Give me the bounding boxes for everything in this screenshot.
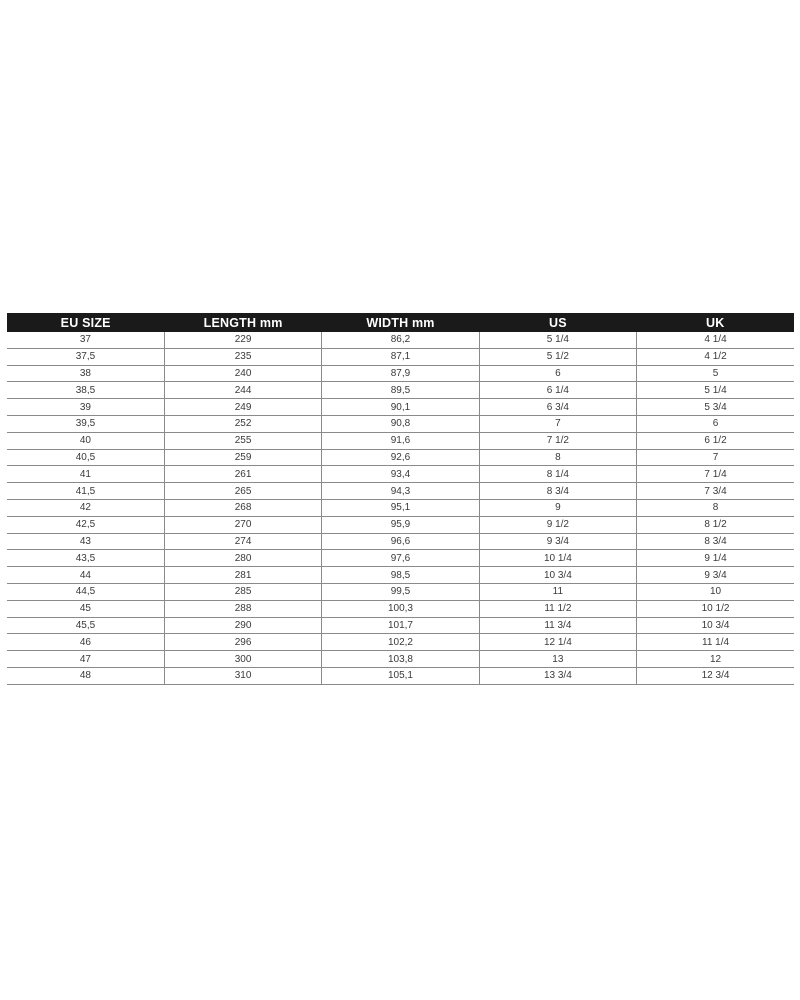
uk-cell: 10 3/4	[637, 617, 794, 634]
width-cell: 87,1	[322, 348, 479, 365]
uk-cell: 5 3/4	[637, 399, 794, 416]
width-cell: 99,5	[322, 583, 479, 600]
length-cell: 280	[164, 550, 321, 567]
us-cell: 6 3/4	[479, 399, 636, 416]
eu-size-cell: 44	[7, 567, 164, 584]
uk-cell: 12	[637, 651, 794, 668]
us-cell: 9	[479, 499, 636, 516]
eu-size-cell: 43,5	[7, 550, 164, 567]
length-cell: 288	[164, 600, 321, 617]
us-cell: 8 1/4	[479, 466, 636, 483]
header-us: US	[479, 313, 636, 332]
uk-cell: 6 1/2	[637, 432, 794, 449]
eu-size-cell: 39,5	[7, 415, 164, 432]
length-cell: 229	[164, 332, 321, 348]
length-cell: 261	[164, 466, 321, 483]
eu-size-cell: 47	[7, 651, 164, 668]
length-cell: 265	[164, 483, 321, 500]
uk-cell: 9 1/4	[637, 550, 794, 567]
us-cell: 9 3/4	[479, 533, 636, 550]
length-cell: 281	[164, 567, 321, 584]
eu-size-cell: 37,5	[7, 348, 164, 365]
eu-size-cell: 46	[7, 634, 164, 651]
uk-cell: 8 3/4	[637, 533, 794, 550]
uk-cell: 5	[637, 365, 794, 382]
width-cell: 101,7	[322, 617, 479, 634]
width-cell: 90,1	[322, 399, 479, 416]
eu-size-cell: 40,5	[7, 449, 164, 466]
table-row	[7, 399, 794, 416]
table-row	[7, 617, 794, 634]
us-cell: 5 1/4	[479, 332, 636, 348]
table-row	[7, 651, 794, 668]
uk-cell: 4 1/2	[637, 348, 794, 365]
us-cell: 10 1/4	[479, 550, 636, 567]
length-cell: 296	[164, 634, 321, 651]
eu-size-cell: 39	[7, 399, 164, 416]
us-cell: 10 3/4	[479, 567, 636, 584]
width-cell: 89,5	[322, 382, 479, 399]
uk-cell: 5 1/4	[637, 382, 794, 399]
eu-size-cell: 41,5	[7, 483, 164, 500]
uk-cell: 11 1/4	[637, 634, 794, 651]
table-row	[7, 567, 794, 584]
uk-cell: 4 1/4	[637, 332, 794, 348]
table-row	[7, 499, 794, 516]
width-cell: 96,6	[322, 533, 479, 550]
uk-cell: 7	[637, 449, 794, 466]
us-cell: 6	[479, 365, 636, 382]
table-row	[7, 365, 794, 382]
uk-cell: 12 3/4	[637, 667, 794, 684]
us-cell: 7	[479, 415, 636, 432]
us-cell: 6 1/4	[479, 382, 636, 399]
width-cell: 103,8	[322, 651, 479, 668]
width-cell: 105,1	[322, 667, 479, 684]
us-cell: 7 1/2	[479, 432, 636, 449]
uk-cell: 6	[637, 415, 794, 432]
length-cell: 255	[164, 432, 321, 449]
width-cell: 98,5	[322, 567, 479, 584]
length-cell: 270	[164, 516, 321, 533]
table-row	[7, 634, 794, 651]
length-cell: 300	[164, 651, 321, 668]
length-cell: 244	[164, 382, 321, 399]
us-cell: 12 1/4	[479, 634, 636, 651]
eu-size-cell: 38,5	[7, 382, 164, 399]
table-row	[7, 483, 794, 500]
width-cell: 95,9	[322, 516, 479, 533]
us-cell: 8 3/4	[479, 483, 636, 500]
us-cell: 9 1/2	[479, 516, 636, 533]
us-cell: 13	[479, 651, 636, 668]
length-cell: 285	[164, 583, 321, 600]
us-cell: 11	[479, 583, 636, 600]
width-cell: 93,4	[322, 466, 479, 483]
width-cell: 92,6	[322, 449, 479, 466]
length-cell: 310	[164, 667, 321, 684]
header-length: LENGTH mm	[164, 313, 321, 332]
table-row	[7, 667, 794, 684]
us-cell: 11 1/2	[479, 600, 636, 617]
length-cell: 268	[164, 499, 321, 516]
width-cell: 94,3	[322, 483, 479, 500]
table-row	[7, 583, 794, 600]
uk-cell: 7 3/4	[637, 483, 794, 500]
length-cell: 274	[164, 533, 321, 550]
size-chart-table	[7, 313, 794, 685]
uk-cell: 10 1/2	[637, 600, 794, 617]
length-cell: 240	[164, 365, 321, 382]
us-cell: 11 3/4	[479, 617, 636, 634]
length-cell: 252	[164, 415, 321, 432]
length-cell: 259	[164, 449, 321, 466]
eu-size-cell: 48	[7, 667, 164, 684]
us-cell: 8	[479, 449, 636, 466]
width-cell: 86,2	[322, 332, 479, 348]
table-row	[7, 449, 794, 466]
table-row	[7, 466, 794, 483]
eu-size-cell: 42	[7, 499, 164, 516]
header-eu-size: EU SIZE	[7, 313, 164, 332]
uk-cell: 7 1/4	[637, 466, 794, 483]
eu-size-cell: 37	[7, 332, 164, 348]
width-cell: 90,8	[322, 415, 479, 432]
eu-size-cell: 38	[7, 365, 164, 382]
width-cell: 95,1	[322, 499, 479, 516]
header-row	[7, 313, 794, 332]
uk-cell: 8	[637, 499, 794, 516]
uk-cell: 10	[637, 583, 794, 600]
table-row	[7, 533, 794, 550]
eu-size-cell: 45,5	[7, 617, 164, 634]
width-cell: 97,6	[322, 550, 479, 567]
table-row	[7, 415, 794, 432]
table-row	[7, 550, 794, 567]
table-row	[7, 600, 794, 617]
uk-cell: 8 1/2	[637, 516, 794, 533]
us-cell: 13 3/4	[479, 667, 636, 684]
eu-size-cell: 45	[7, 600, 164, 617]
width-cell: 87,9	[322, 365, 479, 382]
uk-cell: 9 3/4	[637, 567, 794, 584]
eu-size-cell: 43	[7, 533, 164, 550]
header-width: WIDTH mm	[322, 313, 479, 332]
eu-size-cell: 40	[7, 432, 164, 449]
eu-size-cell: 44,5	[7, 583, 164, 600]
width-cell: 100,3	[322, 600, 479, 617]
width-cell: 102,2	[322, 634, 479, 651]
header-uk: UK	[637, 313, 794, 332]
table-row	[7, 432, 794, 449]
table-row	[7, 348, 794, 365]
size-rows	[7, 332, 794, 684]
length-cell: 249	[164, 399, 321, 416]
table-row	[7, 516, 794, 533]
width-cell: 91,6	[322, 432, 479, 449]
length-cell: 290	[164, 617, 321, 634]
eu-size-cell: 42,5	[7, 516, 164, 533]
length-cell: 235	[164, 348, 321, 365]
table-row	[7, 382, 794, 399]
eu-size-cell: 41	[7, 466, 164, 483]
us-cell: 5 1/2	[479, 348, 636, 365]
table-row	[7, 332, 794, 348]
